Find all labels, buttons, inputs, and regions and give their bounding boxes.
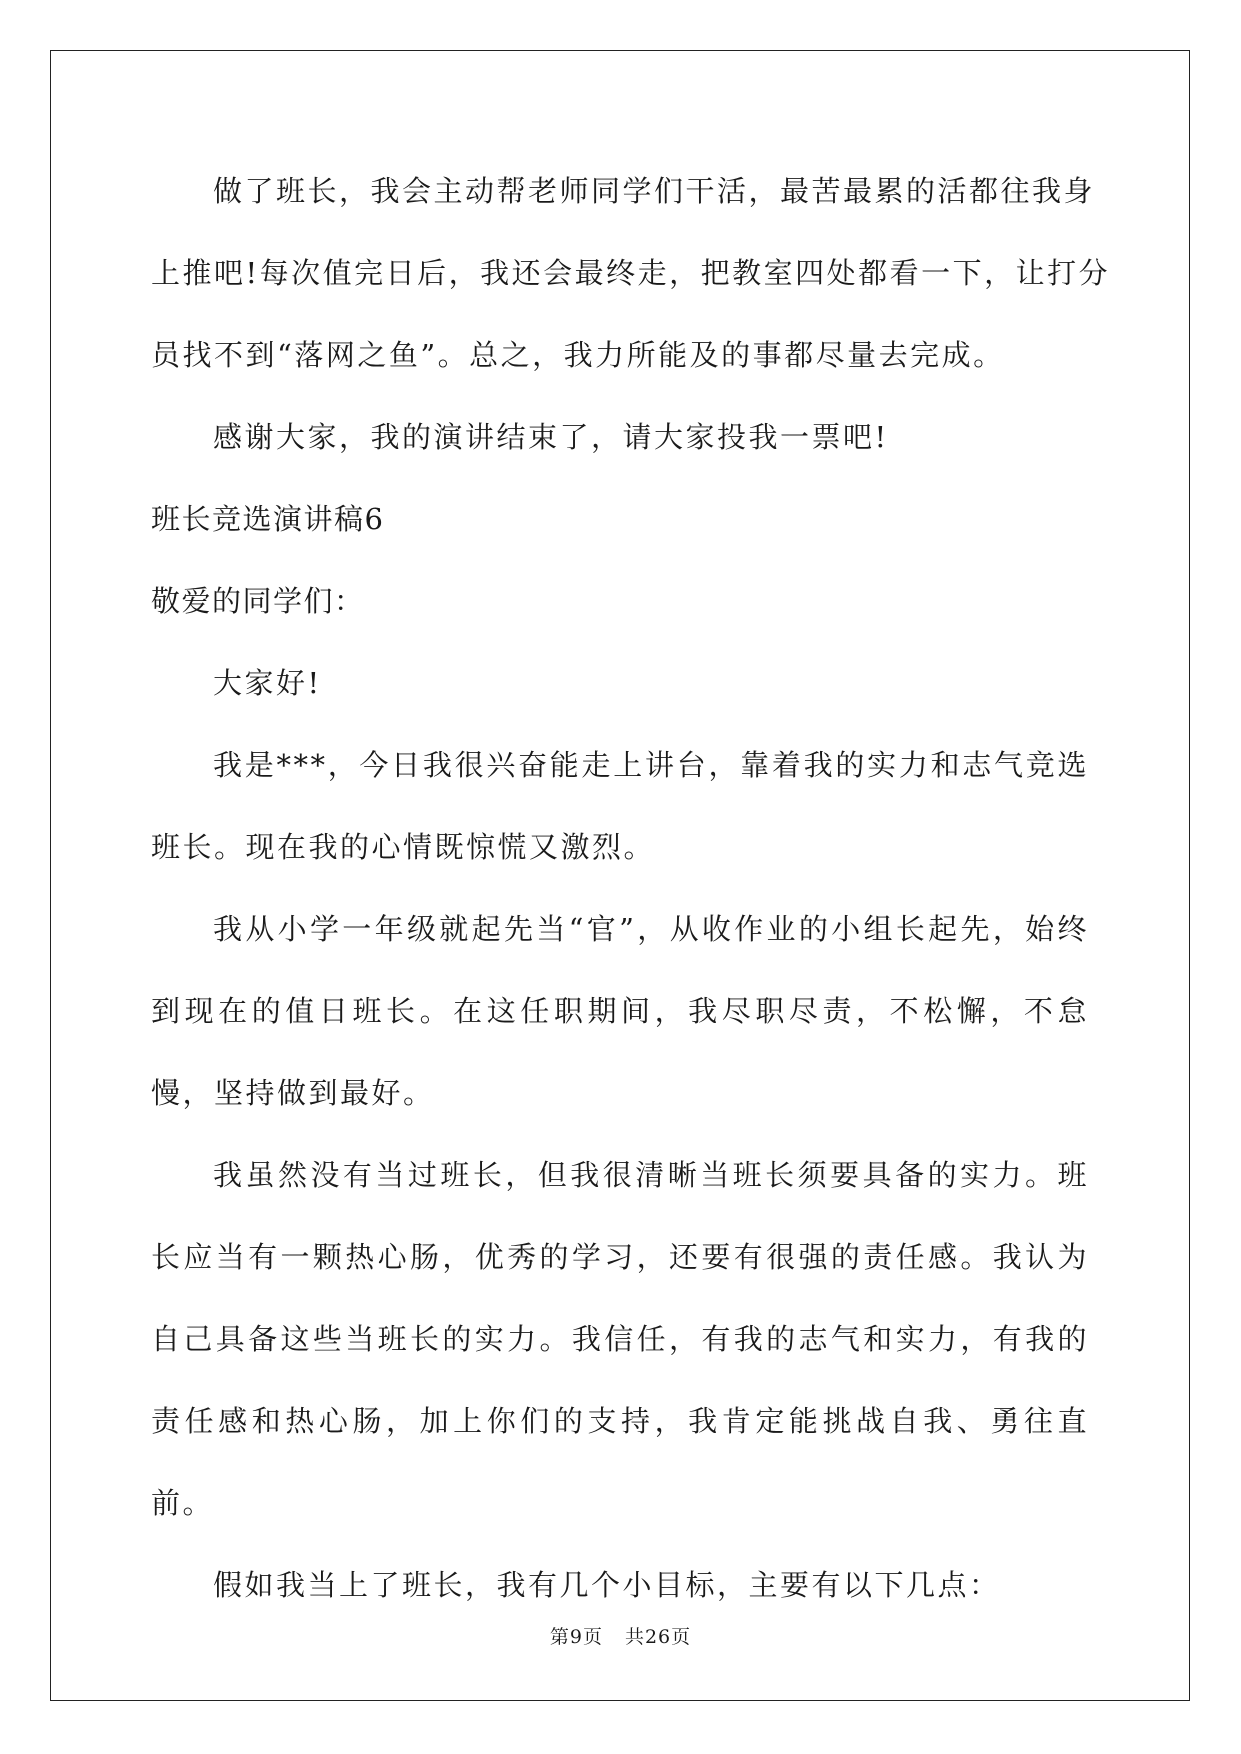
paragraph: 假如我当上了班长，我有几个小目标，主要有以下几点：: [213, 1568, 1001, 1602]
page-number: 第9页: [549, 1626, 603, 1648]
greeting: 大家好!: [213, 666, 322, 700]
paragraph: 感谢大家，我的演讲结束了，请大家投我一票吧!: [213, 420, 889, 454]
document-body: [151, 150, 1111, 1626]
paragraph-line: 做了班长，我会主动帮老师同学们干活，最苦最累的活都往我身: [213, 174, 1096, 208]
salutation: 敬爱的同学们：: [151, 584, 365, 618]
paragraph: 我是***，今日我很兴奋能走上讲台，靠着我的实力和志气竞选班长。现在我的心情既惊慌又激烈。: [151, 748, 1089, 864]
section-title: 班长竞选演讲稿6: [151, 502, 385, 536]
paragraph: 我从小学一年级就起先当“官”，从收作业的小组长起先，始终到现在的值日班长。在这任职期间，我尽职尽责，不松懈，不怠慢，坚持做到最好。: [151, 912, 1089, 1110]
page-total: 共26页: [624, 1626, 692, 1648]
paragraph: 我虽然没有当过班长，但我很清晰当班长须要具备的实力。班长应当有一颗热心肠，优秀的学习，还要有很强的责任感。我认为自己具备这些当班长的实力。我信任，有我的志气和实力，有我的责任感和热心肠，加上你们的支持，我肯定能挑战自我、勇往直前。: [151, 1158, 1089, 1520]
page-footer: [0, 1622, 1241, 1649]
paragraph-line: 上推吧!每次值完日后，我还会最终走，把教室四处都看一下，让打分: [151, 256, 1111, 290]
paragraph-line: 员找不到“落网之鱼”。总之，我力所能及的事都尽量去完成。: [151, 338, 1005, 372]
